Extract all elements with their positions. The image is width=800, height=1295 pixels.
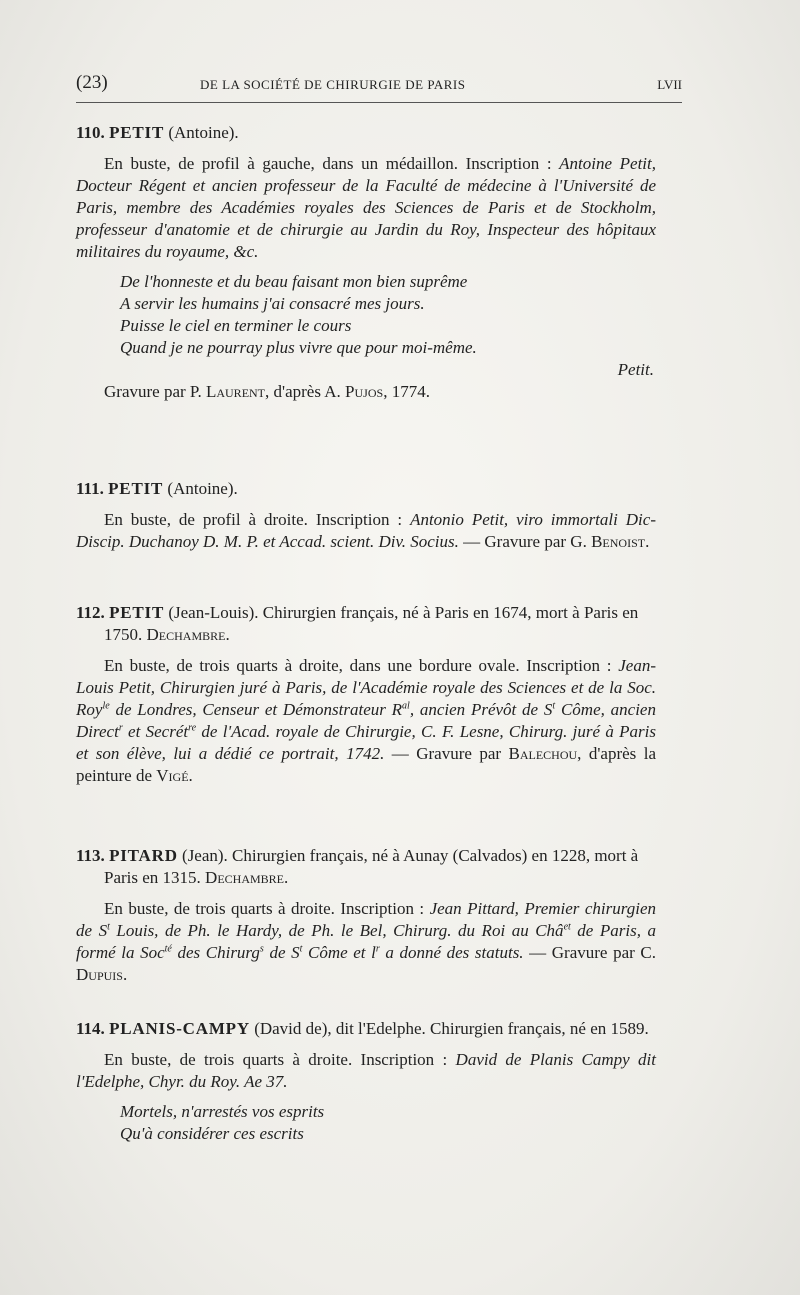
inscription-text: Côme et l: [302, 943, 376, 962]
catalog-entry-113: [76, 845, 656, 986]
verse-line: Puisse le ciel en terminer le cours: [120, 316, 352, 335]
superscript: s: [259, 943, 264, 955]
running-header: [76, 72, 682, 103]
painter-name: Pujos: [345, 382, 384, 401]
verse-line: Mortels, n'arrestés vos esprits: [120, 1102, 325, 1121]
entry-description: [76, 509, 656, 553]
verse-line: De l'honneste et du beau faisant mon bien suprême: [120, 272, 468, 291]
inscription-verse: [76, 1101, 656, 1145]
credit-text: .: [188, 766, 193, 785]
engraving-credit: [76, 381, 656, 403]
inscription-text: de Paris, a formé la Soc: [76, 921, 656, 962]
entry-description: [76, 898, 656, 986]
description-text: En buste, de profil à droite. Inscription :: [104, 510, 411, 529]
entry-description: [76, 153, 656, 263]
entry-number: 112.: [76, 603, 105, 622]
entry-heading: [76, 1018, 656, 1040]
inscription-verse: [76, 271, 656, 359]
entry-name: PETIT: [109, 603, 165, 622]
source-reference: Dechambre: [205, 868, 284, 887]
verse-line: A servir les humains j'ai consacré mes jours.: [120, 294, 425, 313]
entry-heading: [76, 478, 656, 500]
entry-number: 114.: [76, 1019, 105, 1038]
entry-name: PETIT: [108, 479, 164, 498]
superscript: r: [118, 722, 123, 734]
inscription-text: Antonio Petit, viro immortali Dic-Discip. Duchanoy D. M. P. et Accad. scient. Div. Socius.: [76, 510, 656, 551]
entry-given-name: (Antoine).: [164, 123, 239, 142]
credit-text: — Gravure par G.: [458, 532, 592, 551]
page-number: (23): [76, 72, 108, 93]
inscription-text: Antoine Petit, Docteur Régent et ancien professeur de la Faculté de médecine à l'Université de Paris, membre des Académies royales des Sciences de Paris et de Stockholm, professeur d'anatomie et de chirurgie au Jardin du Roy, Inspecteur des hôpitaux militaires du royaume, &c.: [76, 154, 656, 261]
verse-line: Quand je ne pourray plus vivre que pour moi-même.: [120, 338, 477, 357]
inscription-text: Jean Pittard, Premier chirurgien de S: [76, 899, 656, 940]
credit-text: .: [122, 965, 128, 984]
superscript: re: [188, 722, 197, 734]
entry-description: [76, 1049, 656, 1093]
inscription-text: de l'Acad. royale de Chirurgie, C. F. Lesne, Chirurg. juré à Paris et son élève, lui a dédié ce portrait, 1742.: [76, 722, 656, 763]
inscription-text: Côme, ancien Direct: [76, 700, 656, 741]
superscript: t: [107, 921, 110, 933]
roman-page-number: LVII: [657, 77, 682, 92]
verse-signature: Petit.: [617, 360, 654, 379]
entry-heading: [76, 122, 656, 144]
entry-name: PLANIS-CAMPY: [109, 1019, 250, 1038]
superscript: le: [102, 700, 110, 712]
superscript: t: [299, 943, 303, 955]
superscript: r: [375, 943, 380, 955]
inscription-text: de S: [263, 943, 300, 962]
entry-number: 111.: [76, 479, 104, 498]
entry-biography: (Jean). Chirurgien français, né à Aunay (Calvados) en 1228, mort à Paris en 1315.: [104, 846, 639, 887]
running-title: DE LA SOCIÉTÉ DE CHIRURGIE DE PARIS: [200, 77, 466, 92]
superscript: té: [164, 943, 172, 955]
inscription-text: des Chirurg: [171, 943, 260, 962]
verse-line: Qu'à considérer ces escrits: [120, 1124, 304, 1143]
entry-name: PETIT: [109, 123, 165, 142]
painter-name: Vigé: [156, 766, 189, 785]
credit-text: — Gravure par C.: [523, 943, 656, 962]
entry-given-name: (Antoine).: [163, 479, 238, 498]
punctuation: .: [225, 625, 230, 644]
catalog-entry-112: [76, 602, 656, 787]
credit-text: , d'après A.: [265, 382, 346, 401]
superscript: al: [402, 700, 410, 712]
inscription-text: et Secrét: [122, 722, 189, 741]
catalog-entry-110: [76, 122, 656, 403]
entry-number: 113.: [76, 846, 105, 865]
source-reference: Dechambre: [146, 625, 226, 644]
engraver-name: Benoist: [591, 532, 646, 551]
engraver-name: Laurent: [205, 382, 266, 401]
entry-heading: [76, 602, 656, 646]
credit-text: Gravure par P.: [104, 382, 206, 401]
entry-biography: (David de), dit l'Edelphe. Chirurgien français, né en 1589.: [249, 1019, 649, 1038]
description-text: En buste, de profil à gauche, dans un médaillon. Inscription :: [104, 154, 560, 173]
superscript: et: [563, 921, 571, 933]
inscription-text: a donné des statuts.: [379, 943, 524, 962]
description-text: En buste, de trois quarts à droite, dans une bordure ovale. Inscription :: [104, 656, 619, 675]
entry-number: 110.: [76, 123, 105, 142]
inscription-text: David de Planis Campy dit l'Edelphe, Chyr. du Roy. Ae 37.: [76, 1050, 656, 1091]
credit-text: — Gravure par: [384, 744, 509, 763]
engraver-name: Dupuis: [76, 965, 123, 984]
entry-description: [76, 655, 656, 787]
superscript: t: [552, 700, 556, 712]
engraver-name: Balechou: [508, 744, 578, 763]
inscription-text: de Londres, Censeur et Démonstrateur R: [109, 700, 403, 719]
description-text: En buste, de trois quarts à droite. Inscription :: [104, 899, 430, 918]
entry-name: PITARD: [109, 846, 178, 865]
inscription-text: Louis, de Ph. le Hardy, de Ph. le Bel, Chirurg. du Roi au Châ: [109, 921, 564, 940]
inscription-text: Jean-Louis Petit, Chirurgien juré à Paris, de l'Académie royale des Sciences et de la Soc. Roy: [76, 656, 656, 719]
entry-heading: [76, 845, 656, 889]
punctuation: .: [284, 868, 289, 887]
inscription-text: , ancien Prévôt de S: [409, 700, 553, 719]
catalog-entry-114: [76, 1018, 656, 1145]
credit-text: .: [645, 532, 650, 551]
credit-text: , d'après la peinture de: [76, 744, 657, 785]
entry-biography: (Jean-Louis). Chirurgien français, né à Paris en 1674, mort à Paris en 1750.: [104, 603, 639, 644]
description-text: En buste, de trois quarts à droite. Inscription :: [104, 1050, 456, 1069]
catalog-entry-111: [76, 478, 656, 553]
credit-text: , 1774.: [383, 382, 430, 401]
